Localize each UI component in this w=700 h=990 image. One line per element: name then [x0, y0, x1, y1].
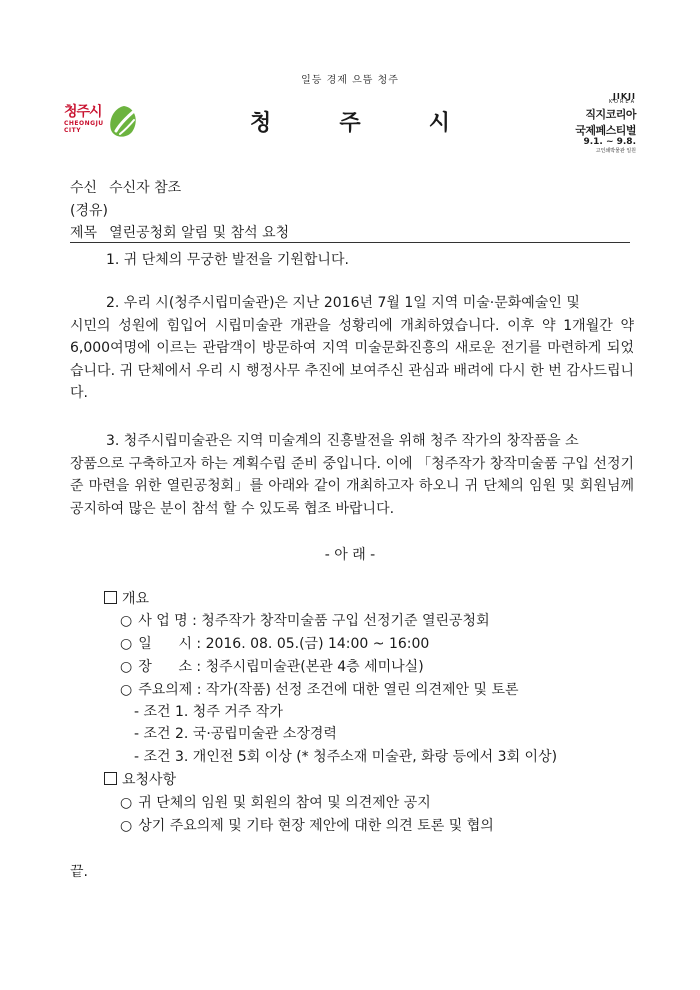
notice-heading: - 아 래 -	[324, 547, 376, 563]
overview-item-name: ○ 사 업 명 : 청주작가 창작미술품 구입 선정기준 열린공청회	[120, 613, 490, 629]
request-item-2: ○ 상기 주요의제 및 기타 현장 제안에 대한 의견 토론 및 협의	[120, 818, 494, 834]
overview-item-place: ○ 장 소 : 청주시립미술관(본관 4층 세미나실)	[120, 659, 424, 675]
bullet-circle-icon: ○	[120, 818, 133, 834]
via-line: (경유)	[70, 203, 108, 219]
subject-value: 열린공청회 알림 및 참석 요청	[109, 225, 290, 241]
bullet-circle-icon: ○	[120, 636, 133, 652]
slogan: 일등 경제 으뜸 청주	[301, 75, 399, 86]
recipient-value: 수신자 참조	[109, 180, 182, 196]
paragraph-3	[70, 430, 634, 520]
overview-item-agenda: ○ 주요의제 : 작가(작품) 선정 조건에 대한 열린 의견제안 및 토론	[120, 682, 519, 698]
festival-dates: 9.1. ~ 9.8.	[583, 137, 636, 147]
bullet-circle-icon: ○	[120, 613, 133, 629]
paragraph-3-first-line: 3. 청주시립미술관은 지역 미술계의 진흥발전을 위해 청주 작가의 창작품을 소	[106, 433, 579, 449]
jikji-brand: JIKJI	[612, 92, 636, 101]
logo-city-en-1: CHEONGJU	[64, 120, 104, 127]
paragraph-1-text: 1. 귀 단체의 무궁한 발전을 기원합니다.	[106, 252, 349, 268]
document-title	[250, 106, 450, 137]
recipient-label: 수신	[70, 180, 98, 196]
end-mark: 끝.	[70, 864, 88, 880]
jikji-brand-sub: KOREA	[609, 99, 636, 105]
paragraph-2-first-line: 2. 우리 시(청주시립미술관)은 지난 2016년 7월 1일 지역 미술·문화예술인 및	[106, 295, 580, 311]
bullet-circle-icon: ○	[120, 682, 133, 698]
festival-name-2: 국제페스티벌	[575, 124, 636, 137]
paragraph-2	[70, 292, 634, 405]
bullet-circle-icon: ○	[120, 795, 133, 811]
cheongju-city-logo	[64, 104, 144, 144]
recipient-line	[70, 177, 181, 197]
logo-city-name: 청주시	[64, 104, 102, 120]
paragraph-3-rest: 장품으로 구축하고자 하는 계획수립 준비 중입니다. 이에 「청주작가 창작미술품 구입 선정기준 마련을 위한 열린공청회」를 아래와 같이 개최하고자 하오니 귀 단체의 임원 및 회원님께 공지하여 많은 분이 참석 할 수 있도록 협조 바랍니다.	[70, 455, 634, 517]
paragraph-2-rest: 시민의 성원에 힘입어 시립미술관 개관을 성황리에 개최하였습니다. 이후 약 1개월간 약 6,000여명에 이르는 관람객이 방문하여 지역 미술문화진흥의 새로운 전기를 마련하게 되었습니다. 귀 단체에서 우리 시 행정사무 추진에 보여주신 관심과 배려에 다시 한 번 감사드립니다.	[70, 317, 634, 401]
request-item-1: ○ 귀 단체의 임원 및 회원의 참여 및 의견제안 공지	[120, 795, 431, 811]
condition-3: - 조건 3. 개인전 5회 이상 (* 청주소재 미술관, 화랑 등에서 3회 이상)	[134, 749, 558, 765]
subject-label: 제목	[70, 225, 98, 241]
overview-item-date: ○ 일 시 : 2016. 08. 05.(금) 14:00 ~ 16:00	[120, 636, 430, 652]
checkbox-square-icon	[104, 591, 117, 604]
logo-city-en-2: CITY	[64, 127, 82, 134]
request-heading: 요청사항	[104, 769, 176, 789]
header-divider	[70, 242, 630, 243]
checkbox-square-icon	[104, 772, 117, 785]
title-char: 주	[339, 111, 361, 136]
paragraph-1	[70, 249, 634, 272]
jikji-festival-logo	[564, 92, 636, 155]
overview-heading: 개요	[104, 588, 149, 608]
condition-1: - 조건 1. 청주 거주 작가	[134, 704, 283, 720]
leaf-icon	[108, 104, 140, 140]
festival-name-1: 직지코리아	[585, 108, 636, 121]
festival-venue: 고인쇄박물관 일원	[595, 148, 636, 154]
condition-2: - 조건 2. 국·공립미술관 소장경력	[134, 726, 337, 742]
title-char: 시	[428, 111, 450, 136]
title-char: 청	[250, 111, 272, 136]
subject-line	[70, 222, 289, 242]
bullet-circle-icon: ○	[120, 659, 133, 675]
